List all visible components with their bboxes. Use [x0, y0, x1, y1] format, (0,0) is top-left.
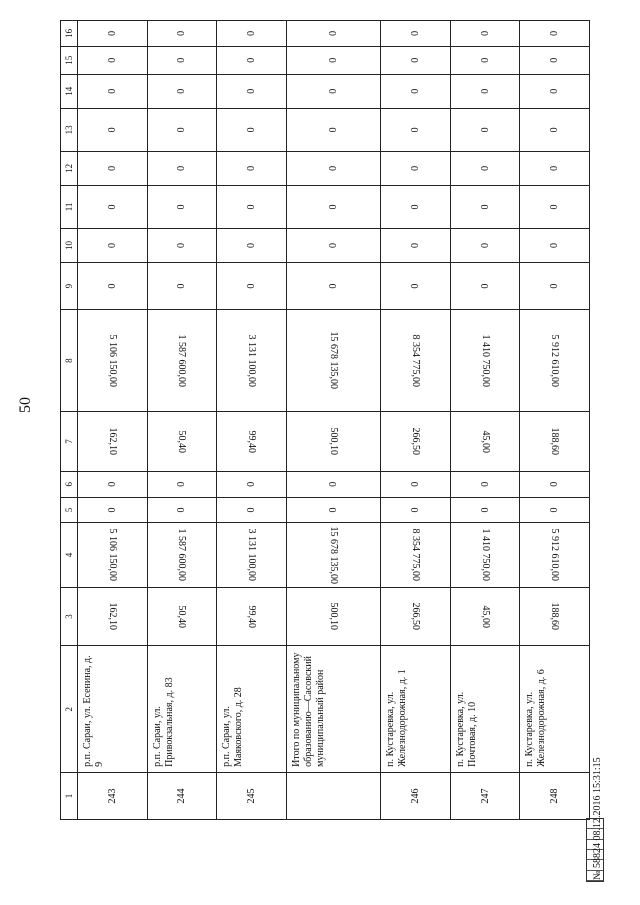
table-row — [217, 21, 287, 820]
value-cell: 0 — [217, 263, 287, 310]
value-cell: 0 — [450, 108, 520, 151]
value-cell: 0 — [520, 46, 590, 74]
value-cell: 0 — [286, 74, 381, 108]
value-cell: 0 — [450, 21, 520, 47]
stamp-text: № 58824 08.12.2016 15:31:15 — [592, 757, 603, 880]
value-cell: 0 — [147, 74, 217, 108]
row-number-cell: 247 — [450, 772, 520, 819]
value-cell: 0 — [217, 108, 287, 151]
value-cell: 0 — [381, 263, 451, 310]
row-number-cell: 245 — [217, 772, 287, 819]
value-text: 188,60 — [549, 602, 561, 631]
value-cell: 0 — [147, 21, 217, 47]
value-cell: 0 — [286, 471, 381, 497]
col-header: 11 — [61, 186, 78, 229]
value-text: 1 587 600,00 — [176, 528, 188, 582]
value-cell: 0 — [78, 186, 148, 229]
address-cell: р.п. Сараи, ул. Привокзальная, д. 83 — [147, 646, 217, 772]
col-header: 5 — [61, 497, 78, 523]
value-cell — [217, 310, 287, 412]
value-cell: 0 — [78, 471, 148, 497]
table-row — [147, 21, 217, 820]
value-text: 50,40 — [176, 430, 188, 453]
value-text: 99,40 — [245, 430, 257, 453]
value-cell: 0 — [78, 497, 148, 523]
value-cell: 0 — [78, 263, 148, 310]
value-cell: 0 — [78, 151, 148, 185]
value-cell — [520, 411, 590, 471]
value-text: 266,50 — [410, 427, 422, 456]
address-cell: п. Кустаревка, ул. Железнодорожная, д. 6 — [520, 646, 590, 772]
value-cell: 0 — [217, 497, 287, 523]
col-header: 2 — [61, 646, 78, 772]
value-text: 8 354 775,00 — [410, 528, 422, 582]
value-cell: 0 — [381, 151, 451, 185]
value-text: 5 106 150,00 — [106, 528, 118, 582]
value-cell: 0 — [217, 186, 287, 229]
value-cell: 0 — [217, 471, 287, 497]
table-row — [78, 21, 148, 820]
table-row — [286, 21, 381, 820]
col-header: 14 — [61, 74, 78, 108]
value-cell — [78, 310, 148, 412]
value-text: 1 587 600,00 — [176, 334, 188, 387]
value-cell: 0 — [450, 471, 520, 497]
value-text: 500,10 — [327, 602, 339, 631]
value-cell: 0 — [520, 74, 590, 108]
col-header: 12 — [61, 151, 78, 185]
value-cell: 0 — [147, 497, 217, 523]
value-text: 266,50 — [410, 602, 422, 631]
value-cell: 0 — [450, 186, 520, 229]
col-header: 9 — [61, 263, 78, 310]
col-header: 15 — [61, 46, 78, 74]
address-cell: р.п. Сараи, ул. Маяковского, д. 28 — [217, 646, 287, 772]
value-cell: 0 — [286, 186, 381, 229]
value-cell — [217, 587, 287, 646]
housing-table — [60, 20, 590, 820]
column-number-row — [61, 21, 78, 820]
value-cell: 0 — [450, 46, 520, 74]
value-text: 45,00 — [479, 605, 491, 628]
value-cell — [450, 523, 520, 587]
table-row — [381, 21, 451, 820]
address-cell: р.п. Сараи, ул. Есенина, д. 9 — [78, 646, 148, 772]
value-cell — [147, 587, 217, 646]
value-text: 5 912 610,00 — [549, 334, 561, 387]
value-cell — [381, 587, 451, 646]
value-cell — [381, 310, 451, 412]
value-cell: 0 — [217, 151, 287, 185]
value-cell: 0 — [286, 108, 381, 151]
row-number-cell — [286, 772, 381, 819]
value-cell: 0 — [286, 497, 381, 523]
value-cell: 0 — [286, 46, 381, 74]
value-cell — [520, 310, 590, 412]
value-cell: 0 — [147, 263, 217, 310]
value-text: 1 410 750,00 — [479, 528, 491, 582]
value-cell: 0 — [520, 263, 590, 310]
value-cell — [78, 411, 148, 471]
value-cell: 0 — [147, 108, 217, 151]
value-cell: 0 — [520, 497, 590, 523]
address-cell: п. Кустаревка, ул. Железнодорожная, д. 1 — [381, 646, 451, 772]
row-number-cell: 244 — [147, 772, 217, 819]
value-cell: 0 — [520, 21, 590, 47]
value-text: 15 678 135,00 — [327, 331, 339, 390]
value-cell: 0 — [286, 21, 381, 47]
col-header: 13 — [61, 108, 78, 151]
value-cell: 0 — [381, 471, 451, 497]
value-cell: 0 — [450, 74, 520, 108]
value-text: 5 912 610,00 — [549, 528, 561, 582]
value-cell: 0 — [217, 74, 287, 108]
value-cell — [147, 310, 217, 412]
value-cell: 0 — [147, 186, 217, 229]
value-cell — [450, 587, 520, 646]
col-header: 1 — [61, 772, 78, 819]
value-cell: 0 — [147, 471, 217, 497]
value-cell: 0 — [286, 151, 381, 185]
value-cell — [217, 411, 287, 471]
value-cell — [78, 523, 148, 587]
value-cell: 0 — [147, 151, 217, 185]
col-header: 6 — [61, 471, 78, 497]
value-cell: 0 — [78, 46, 148, 74]
value-text: 5 106 150,00 — [106, 334, 118, 387]
value-cell: 0 — [286, 228, 381, 262]
value-cell — [78, 587, 148, 646]
value-text: 162,10 — [106, 602, 118, 631]
col-header: 7 — [61, 411, 78, 471]
col-header: 4 — [61, 523, 78, 587]
row-number-cell: 246 — [381, 772, 451, 819]
address-cell: п. Кустаревка, ул. Почтовая, д. 10 — [450, 646, 520, 772]
value-cell — [147, 523, 217, 587]
col-header: 10 — [61, 228, 78, 262]
value-cell — [450, 310, 520, 412]
value-cell: 0 — [147, 46, 217, 74]
value-text: 3 131 100,00 — [245, 528, 257, 582]
value-cell: 0 — [286, 263, 381, 310]
value-cell: 0 — [450, 228, 520, 262]
value-cell: 0 — [450, 151, 520, 185]
value-cell: 0 — [217, 21, 287, 47]
value-cell: 0 — [78, 21, 148, 47]
value-cell: 0 — [78, 228, 148, 262]
value-cell: 0 — [147, 228, 217, 262]
value-cell: 0 — [520, 151, 590, 185]
value-text: 500,10 — [327, 427, 339, 456]
table-row — [450, 21, 520, 820]
value-cell — [520, 523, 590, 587]
value-cell: 0 — [381, 186, 451, 229]
value-cell — [147, 411, 217, 471]
value-cell — [217, 523, 287, 587]
col-header: 8 — [61, 310, 78, 412]
value-text: 15 678 135,00 — [327, 526, 339, 584]
value-cell: 0 — [78, 74, 148, 108]
value-cell: 0 — [381, 108, 451, 151]
value-text: 3 131 100,00 — [245, 334, 257, 387]
value-cell: 0 — [381, 74, 451, 108]
table-row — [520, 21, 590, 820]
value-text: 99,40 — [245, 605, 257, 628]
value-text: 45,00 — [479, 430, 491, 453]
value-cell: 0 — [520, 471, 590, 497]
value-cell: 0 — [381, 21, 451, 47]
page-number: 50 — [17, 397, 34, 413]
value-cell: 0 — [381, 228, 451, 262]
value-cell: 0 — [217, 228, 287, 262]
value-cell: 0 — [520, 228, 590, 262]
value-cell: 0 — [450, 263, 520, 310]
value-cell: 0 — [381, 497, 451, 523]
value-cell: 0 — [381, 46, 451, 74]
value-cell — [381, 411, 451, 471]
value-text: 8 354 775,00 — [410, 334, 422, 387]
value-cell — [286, 310, 381, 412]
value-cell: 0 — [217, 46, 287, 74]
value-cell — [286, 523, 381, 587]
value-text: 188,60 — [549, 427, 561, 456]
value-text: 1 410 750,00 — [479, 334, 491, 387]
address-cell: Итого по муниципальному образованию—Сасовский муниципальный район — [286, 646, 381, 772]
value-cell — [381, 523, 451, 587]
value-cell: 0 — [78, 108, 148, 151]
value-cell: 0 — [520, 186, 590, 229]
row-number-cell: 248 — [520, 772, 590, 819]
table-region — [60, 20, 590, 820]
row-number-cell: 243 — [78, 772, 148, 819]
value-text: 162,10 — [106, 427, 118, 456]
value-cell: 0 — [450, 497, 520, 523]
col-header: 3 — [61, 587, 78, 646]
value-text: 50,40 — [176, 605, 188, 628]
value-cell — [286, 587, 381, 646]
value-cell — [450, 411, 520, 471]
value-cell — [286, 411, 381, 471]
rotated-table-holder — [60, 20, 590, 820]
col-header: 16 — [61, 21, 78, 47]
value-cell: 0 — [520, 108, 590, 151]
value-cell — [520, 587, 590, 646]
